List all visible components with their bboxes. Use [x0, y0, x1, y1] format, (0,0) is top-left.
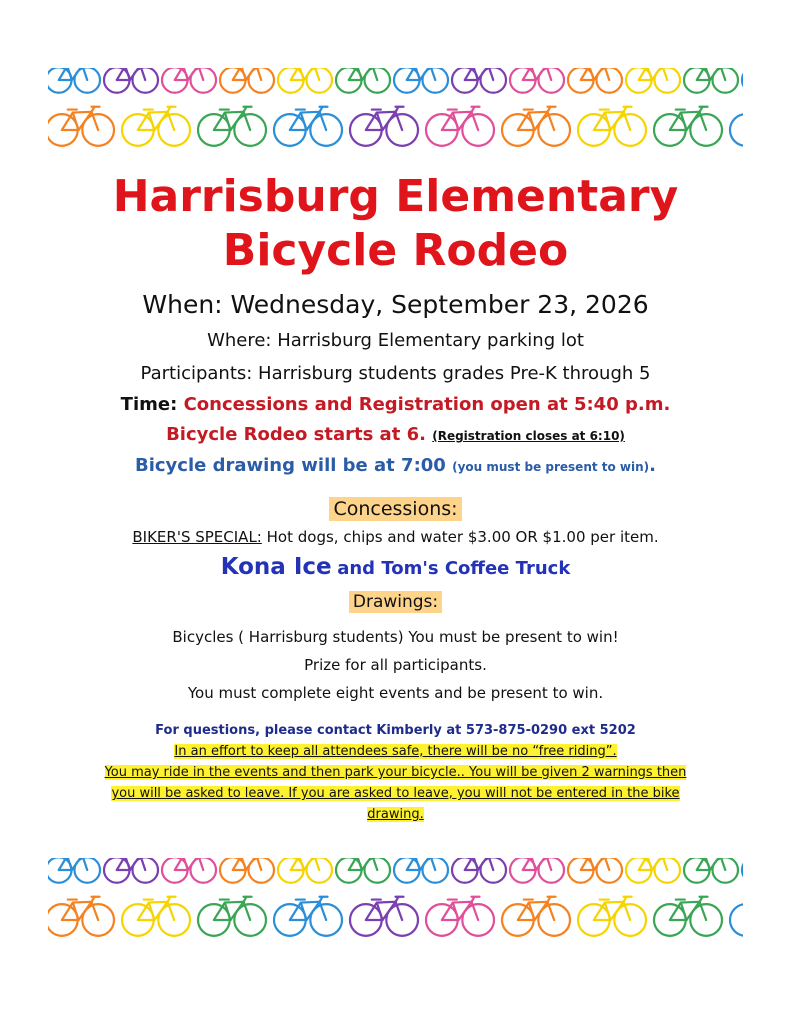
bicycle-icon — [278, 858, 332, 883]
time-text: Concessions and Registration open at 5:40 p.m. — [183, 394, 671, 415]
bicycle-icon — [730, 897, 743, 936]
bicycle-icon — [742, 68, 743, 93]
bicycle-icon — [278, 68, 332, 93]
bicycle-icon — [48, 858, 100, 883]
event-title-line1: Harrisburg Elementary — [112, 171, 679, 222]
bicycle-icon — [742, 858, 743, 883]
bicycle-icon — [394, 858, 448, 883]
drawing-time-line — [0, 452, 791, 481]
bicycle-icon — [274, 897, 342, 936]
bicycle-icon — [220, 68, 274, 93]
drawings-line-2: Prize for all participants. — [304, 656, 487, 674]
bicycle-icon — [568, 858, 622, 883]
warning-line-2 — [0, 762, 791, 783]
bicycle-icon — [162, 858, 216, 883]
time-label: Time: — [120, 394, 178, 415]
warning-text-1: In an effort to keep all attendees safe, there will be no “free riding”. — [174, 744, 617, 759]
vendor-kona-ice: Kona Ice — [220, 554, 332, 580]
warning-line-3 — [0, 783, 791, 804]
bottom-bicycle-border — [48, 858, 743, 938]
bicycle-icon — [654, 897, 722, 936]
bicycle-icon — [568, 68, 622, 93]
drawings-line-1: Bicycles ( Harrisburg students) You must be present to win! — [172, 628, 619, 646]
bikers-special-text: Hot dogs, chips and water $3.00 OR $1.00 per item. — [266, 528, 659, 546]
drawing-time-note: (you must be present to win) — [452, 460, 650, 474]
bicycle-icon — [502, 107, 570, 146]
concessions-heading-text: Concessions: — [329, 497, 461, 521]
registration-close-note: (Registration closes at 6:10) — [432, 429, 625, 443]
drawings-heading — [0, 589, 791, 615]
top-bicycle-row-2 — [48, 102, 743, 148]
bicycle-icon — [350, 897, 418, 936]
time-line — [0, 391, 791, 419]
drawing-time-text: Bicycle drawing will be at 7:00 — [134, 455, 446, 476]
when-line: When: Wednesday, September 23, 2026 — [142, 290, 649, 319]
participants-line: Participants: Harrisburg students grades Pre-K through 5 — [140, 363, 651, 384]
bicycle-icon — [426, 107, 494, 146]
bicycle-icon — [394, 68, 448, 93]
bicycle-icon — [510, 858, 564, 883]
drawings-line-3: You must complete eight events and be present to win. — [187, 684, 604, 702]
bicycle-icon — [198, 107, 266, 146]
rodeo-start-text: Bicycle Rodeo starts at 6. — [166, 424, 426, 445]
vendors-line — [0, 551, 791, 585]
bicycle-icon — [336, 68, 390, 93]
bicycle-icon — [48, 897, 114, 936]
bicycle-icon — [626, 68, 680, 93]
warning-text-4: drawing. — [367, 807, 424, 822]
bicycle-icon — [104, 68, 158, 93]
drawings-heading-text: Drawings: — [349, 591, 442, 613]
bicycle-icon — [48, 107, 114, 146]
bottom-bicycle-row-1 — [48, 858, 743, 886]
rodeo-line — [0, 421, 791, 450]
bicycle-icon — [122, 897, 190, 936]
bicycle-icon — [510, 68, 564, 93]
where-line: Where: Harrisburg Elementary parking lot — [207, 330, 584, 351]
bicycle-icon — [122, 107, 190, 146]
bicycle-icon — [684, 68, 738, 93]
top-bicycle-border — [48, 68, 743, 148]
bicycle-icon — [220, 858, 274, 883]
bicycle-icon — [452, 858, 506, 883]
bicycle-icon — [654, 107, 722, 146]
contact-line: For questions, please contact Kimberly at 573-875-0290 ext 5202 — [155, 723, 636, 738]
bicycle-icon — [162, 68, 216, 93]
bicycle-icon — [684, 858, 738, 883]
warning-text-2: You may ride in the events and then park your bicycle.. You will be given 2 warnings then — [104, 765, 687, 780]
bicycle-icon — [48, 68, 100, 93]
drawing-time-end: . — [649, 455, 657, 476]
bicycle-icon — [452, 68, 506, 93]
bicycle-icon — [502, 897, 570, 936]
concessions-heading — [0, 495, 791, 523]
top-bicycle-row-1 — [48, 68, 743, 96]
bicycle-icon — [350, 107, 418, 146]
vendor-coffee-truck: and Tom's Coffee Truck — [337, 558, 571, 579]
bicycle-icon — [104, 858, 158, 883]
bikers-special-label: BIKER'S SPECIAL: — [132, 528, 262, 546]
bikers-special-line — [0, 525, 791, 549]
flyer-content — [0, 170, 791, 825]
warning-line-1 — [0, 741, 791, 762]
bicycle-icon — [336, 858, 390, 883]
bicycle-icon — [426, 897, 494, 936]
warning-line-4 — [0, 804, 791, 825]
bottom-bicycle-row-2 — [48, 892, 743, 938]
bicycle-icon — [730, 107, 743, 146]
bicycle-icon — [198, 897, 266, 936]
bicycle-icon — [626, 858, 680, 883]
bicycle-icon — [274, 107, 342, 146]
warning-text-3: you will be asked to leave. If you are asked to leave, you will not be entered in the bike — [111, 786, 680, 801]
bicycle-icon — [578, 107, 646, 146]
bicycle-icon — [578, 897, 646, 936]
event-title-line2: Bicycle Rodeo — [222, 225, 569, 276]
